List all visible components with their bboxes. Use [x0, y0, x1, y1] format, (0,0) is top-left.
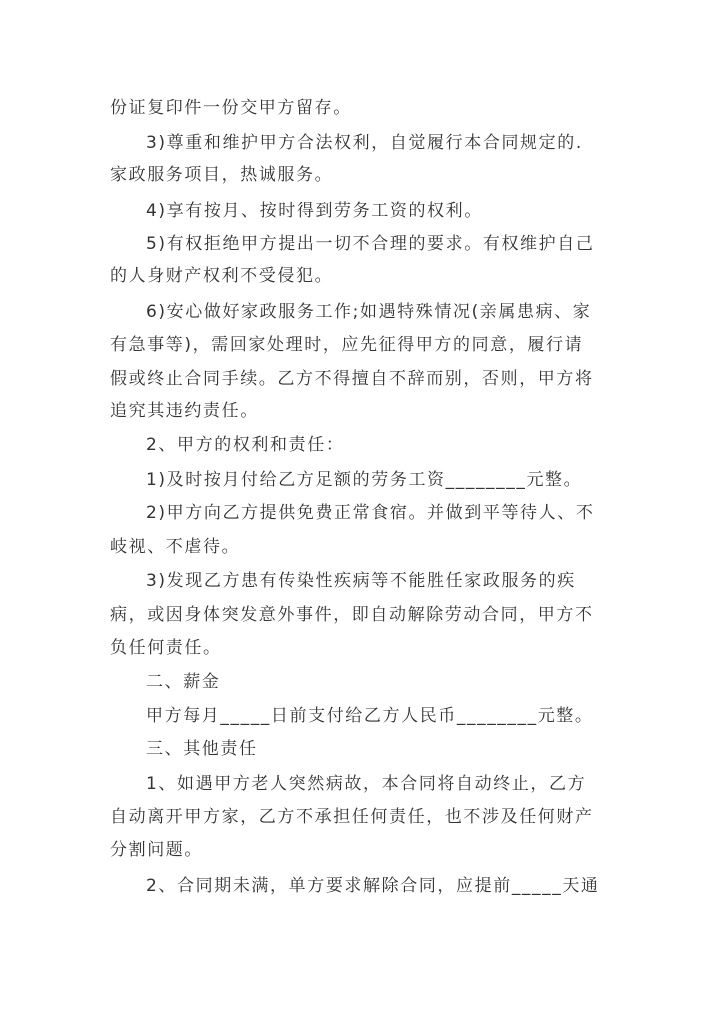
text-line-4: 4)享有按月、按时得到劳务工资的权利。	[146, 201, 483, 221]
text-line-15: 3)发现乙方患有传染性疾病等不能胜任家政服务的疾	[146, 571, 576, 591]
text-line-16: 病，或因身体突发意外事件，即自动解除劳动合同，甲方不	[110, 605, 594, 625]
text-line-21: 1、如遇甲方老人突然病故，本合同将自动终止，乙方	[146, 774, 587, 794]
text-line-20: 三、其他责任	[146, 739, 258, 759]
text-line-24: 2、合同期未满，单方要求解除合同，应提前_____天通	[146, 876, 600, 896]
text-line-7: 6)安心做好家政服务工作;如遇特殊情况(亲属患病、家	[146, 302, 592, 322]
text-line-9: 假或终止合同手续。乙方不得擅自不辞而别，否则，甲方将	[110, 369, 594, 389]
text-line-3: 家政服务项目，热诚服务。	[110, 165, 334, 185]
text-line-14: 岐视、不虐待。	[110, 537, 241, 557]
text-line-1: 份证复印件一份交甲方留存。	[110, 98, 352, 118]
text-line-6: 的人身财产权利不受侵犯。	[110, 266, 334, 286]
text-line-5: 5)有权拒绝甲方提出一切不合理的要求。有权维护自己	[146, 234, 595, 254]
text-line-19: 甲方每月_____日前支付给乙方人民币________元整。	[146, 706, 594, 726]
text-line-17: 负任何责任。	[110, 638, 222, 658]
text-line-18: 二、薪金	[146, 672, 221, 692]
text-line-10: 追究其违约责任。	[110, 401, 259, 421]
text-line-23: 分割问题。	[110, 840, 203, 860]
text-line-13: 2)甲方向乙方提供免费正常食宿。并做到平等待人、不	[146, 503, 595, 523]
text-line-22: 自动离开甲方家，乙方不承担任何责任，也不涉及任何财产	[110, 807, 594, 827]
text-line-11: 2、甲方的权利和责任：	[146, 435, 345, 455]
text-line-8: 有急事等)，需回家处理时，应先征得甲方的同意，履行请	[110, 335, 584, 355]
text-line-12: 1)及时按月付给乙方足额的劳务工资________元整。	[146, 470, 583, 490]
text-line-2: 3)尊重和维护甲方合法权利，自觉履行本合同规定的.	[146, 133, 583, 153]
